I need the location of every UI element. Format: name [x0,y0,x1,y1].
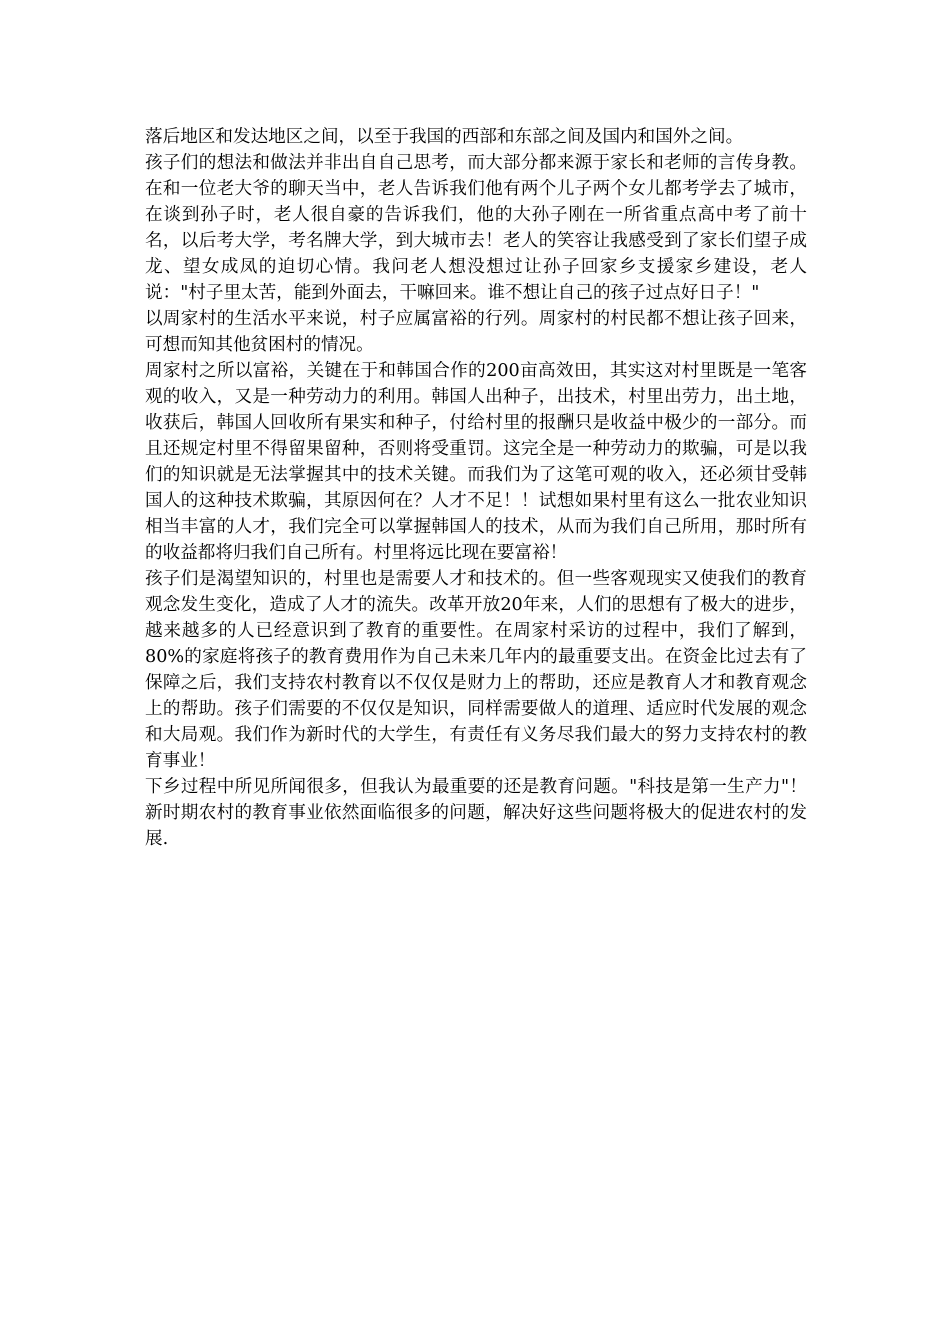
document-body [145,124,807,852]
paragraph-1: 落后地区和发达地区之间，以至于我国的西部和东部之间及国内和国外之间。 [145,127,744,147]
paragraph-3: 以周家村的生活水平来说，村子应属富裕的行列。周家村的村民都不想让孩子回来，可想而知其他贫困村的情况。 [145,309,807,355]
paragraph-6: 下乡过程中所见所闻很多，但我认为最重要的还是教育问题。"科技是第一生产力"！新时期农村的教育事业依然面临很多的问题，解决好这些问题将极大的促进农村的发展. [145,777,807,849]
paragraph-2: 孩子们的想法和做法并非出自自己思考，而大部分都来源于家长和老师的言传身教。在和一位老大爷的聊天当中，老人告诉我们他有两个儿子两个女儿都考学去了城市，在谈到孙子时，老人很自豪的告诉我们，他的大孙子刚在一所省重点高中考了前十名，以后考大学，考名牌大学，到大城市去！老人的笑容让我感受到了家长们望子成龙、望女成凤的迫切心情。我问老人想没想过让孙子回家乡支援家乡建设，老人说："村子里太苦，能到外面去，干嘛回来。谁不想让自己的孩子过点好日子！" [145,153,807,303]
paragraph-5: 孩子们是渴望知识的，村里也是需要人才和技术的。但一些客观现实又使我们的教育观念发生变化，造成了人才的流失。改革开放20年来，人们的思想有了极大的进步，越来越多的人已经意识到了教育的重要性。在周家村采访的过程中，我们了解到，80%的家庭将孩子的教育费用作为自己未来几年内的最重要支出。在资金比过去有了保障之后，我们支持农村教育以不仅仅是财力上的帮助，还应是教育人才和教育观念上的帮助。孩子们需要的不仅仅是知识，同样需要做人的道理、适应时代发展的观念和大局观。我们作为新时代的大学生，有责任有义务尽我们最大的努力支持农村的教育事业！ [145,569,807,771]
paragraph-4: 周家村之所以富裕，关键在于和韩国合作的200亩高效田，其实这对村里既是一笔客观的收入，又是一种劳动力的利用。韩国人出种子，出技术，村里出劳力，出土地，收获后，韩国人回收所有果实和种子，付给村里的报酬只是收益中极少的一部分。而且还规定村里不得留果留种，否则将受重罚。这完全是一种劳动力的欺骗，可是以我们的知识就是无法掌握其中的技术关键。而我们为了这笔可观的收入，还必须甘受韩国人的这种技术欺骗，其原因何在？人才不足！！试想如果村里有这么一批农业知识相当丰富的人才，我们完全可以掌握韩国人的技术，从而为我们自己所用，那时所有的收益都将归我们自己所有。村里将远比现在要富裕！ [145,361,807,563]
